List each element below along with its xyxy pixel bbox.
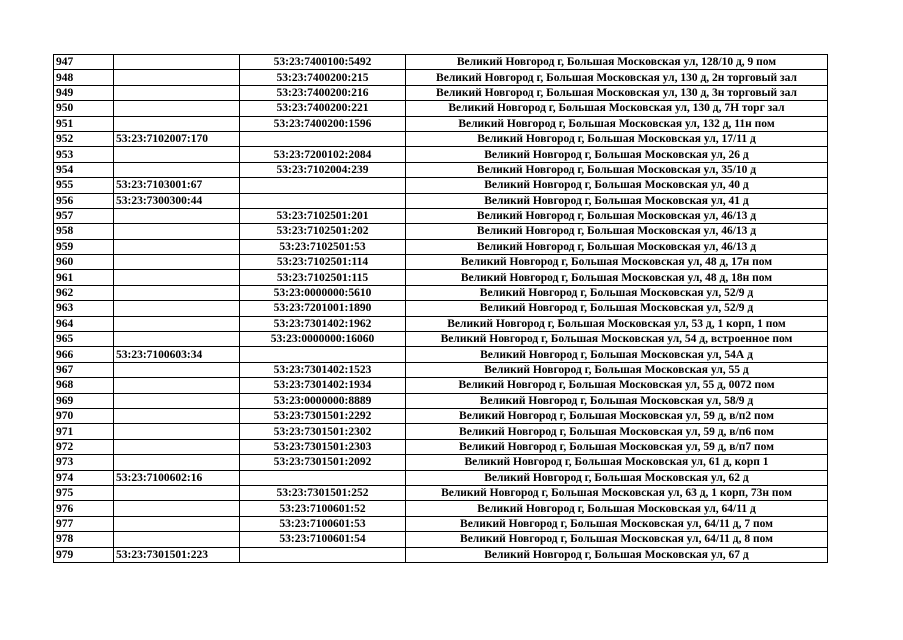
row-number-cell: 969	[54, 393, 114, 408]
row-number-cell: 954	[54, 162, 114, 177]
premises-cadastral-number-cell: 53:23:7102501:201	[240, 208, 406, 223]
cadastral-number-cell	[114, 239, 240, 254]
address-cell: Великий Новгород г, Большая Московская ул, 59 д, в/п2 пом	[406, 408, 828, 423]
premises-cadastral-number-cell	[240, 193, 406, 208]
address-cell: Великий Новгород г, Большая Московская ул, 55 д	[406, 362, 828, 377]
cadastral-number-cell	[114, 408, 240, 423]
table-row	[54, 285, 828, 300]
table-row	[54, 316, 828, 331]
premises-cadastral-number-cell: 53:23:7301501:252	[240, 485, 406, 500]
row-number-cell: 962	[54, 285, 114, 300]
cadastral-number-cell	[114, 516, 240, 531]
address-cell: Великий Новгород г, Большая Московская ул, 132 д, 11н пом	[406, 116, 828, 131]
cadastral-number-cell	[114, 101, 240, 116]
premises-cadastral-number-cell: 53:23:7201001:1890	[240, 301, 406, 316]
table-row	[54, 193, 828, 208]
row-number-cell: 971	[54, 424, 114, 439]
address-cell: Великий Новгород г, Большая Московская ул, 53 д, 1 корп, 1 пом	[406, 316, 828, 331]
row-number-cell: 965	[54, 332, 114, 347]
table-row	[54, 101, 828, 116]
address-cell: Великий Новгород г, Большая Московская ул, 40 д	[406, 178, 828, 193]
premises-cadastral-number-cell	[240, 131, 406, 146]
row-number-cell: 948	[54, 70, 114, 85]
table-row	[54, 347, 828, 362]
cadastral-number-cell	[114, 501, 240, 516]
row-number-cell: 976	[54, 501, 114, 516]
row-number-cell: 949	[54, 85, 114, 100]
address-cell: Великий Новгород г, Большая Московская ул, 128/10 д, 9 пом	[406, 55, 828, 70]
table-row	[54, 178, 828, 193]
cadastral-number-cell	[114, 378, 240, 393]
premises-cadastral-number-cell: 53:23:7301501:2292	[240, 408, 406, 423]
premises-cadastral-number-cell: 53:23:7102501:202	[240, 224, 406, 239]
table-row	[54, 255, 828, 270]
address-cell: Великий Новгород г, Большая Московская ул, 62 д	[406, 470, 828, 485]
premises-cadastral-number-cell: 53:23:7200102:2084	[240, 147, 406, 162]
table-row	[54, 532, 828, 547]
row-number-cell: 973	[54, 455, 114, 470]
premises-cadastral-number-cell: 53:23:7400200:1596	[240, 116, 406, 131]
cadastral-number-cell	[114, 208, 240, 223]
table-row	[54, 70, 828, 85]
table-row	[54, 147, 828, 162]
cadastral-number-cell	[114, 485, 240, 500]
table-row	[54, 208, 828, 223]
address-cell: Великий Новгород г, Большая Московская ул, 64/11 д, 7 пом	[406, 516, 828, 531]
cadastral-number-cell	[114, 301, 240, 316]
cadastral-number-cell	[114, 332, 240, 347]
row-number-cell: 963	[54, 301, 114, 316]
table-row	[54, 301, 828, 316]
premises-cadastral-number-cell: 53:23:7100601:52	[240, 501, 406, 516]
premises-cadastral-number-cell	[240, 347, 406, 362]
premises-cadastral-number-cell: 53:23:7301402:1523	[240, 362, 406, 377]
address-cell: Великий Новгород г, Большая Московская ул, 130 д, 3н торговый зал	[406, 85, 828, 100]
premises-cadastral-number-cell: 53:23:7102501:114	[240, 255, 406, 270]
premises-cadastral-number-cell: 53:23:7100601:53	[240, 516, 406, 531]
table-row	[54, 239, 828, 254]
cadastral-number-cell	[114, 316, 240, 331]
address-cell: Великий Новгород г, Большая Московская ул, 59 д, в/п7 пом	[406, 439, 828, 454]
row-number-cell: 968	[54, 378, 114, 393]
table-row	[54, 378, 828, 393]
address-cell: Великий Новгород г, Большая Московская ул, 46/13 д	[406, 224, 828, 239]
premises-cadastral-number-cell: 53:23:7301402:1962	[240, 316, 406, 331]
premises-cadastral-number-cell	[240, 178, 406, 193]
cadastral-number-cell: 53:23:7100602:16	[114, 470, 240, 485]
table-row	[54, 55, 828, 70]
registry-table-body	[54, 55, 828, 563]
premises-cadastral-number-cell: 53:23:7400200:216	[240, 85, 406, 100]
premises-cadastral-number-cell: 53:23:7102501:53	[240, 239, 406, 254]
table-row	[54, 270, 828, 285]
cadastral-number-cell: 53:23:7102007:170	[114, 131, 240, 146]
cadastral-number-cell	[114, 270, 240, 285]
cadastral-number-cell: 53:23:7300300:44	[114, 193, 240, 208]
address-cell: Великий Новгород г, Большая Московская ул, 63 д, 1 корп, 73н пом	[406, 485, 828, 500]
table-row	[54, 332, 828, 347]
premises-cadastral-number-cell: 53:23:7102501:115	[240, 270, 406, 285]
row-number-cell: 956	[54, 193, 114, 208]
table-row	[54, 501, 828, 516]
row-number-cell: 950	[54, 101, 114, 116]
table-row	[54, 162, 828, 177]
row-number-cell: 970	[54, 408, 114, 423]
premises-cadastral-number-cell: 53:23:7301501:2302	[240, 424, 406, 439]
cadastral-number-cell	[114, 162, 240, 177]
table-row	[54, 516, 828, 531]
row-number-cell: 952	[54, 131, 114, 146]
row-number-cell: 953	[54, 147, 114, 162]
row-number-cell: 975	[54, 485, 114, 500]
row-number-cell: 972	[54, 439, 114, 454]
cadastral-number-cell	[114, 393, 240, 408]
address-cell: Великий Новгород г, Большая Московская ул, 54 д, встроенное пом	[406, 332, 828, 347]
address-cell: Великий Новгород г, Большая Московская ул, 41 д	[406, 193, 828, 208]
address-cell: Великий Новгород г, Большая Московская ул, 64/11 д, 8 пом	[406, 532, 828, 547]
table-row	[54, 424, 828, 439]
cadastral-number-cell	[114, 424, 240, 439]
cadastral-number-cell	[114, 362, 240, 377]
row-number-cell: 974	[54, 470, 114, 485]
row-number-cell: 967	[54, 362, 114, 377]
property-registry-table	[53, 54, 828, 563]
row-number-cell: 961	[54, 270, 114, 285]
address-cell: Великий Новгород г, Большая Московская ул, 58/9 д	[406, 393, 828, 408]
row-number-cell: 947	[54, 55, 114, 70]
table-row	[54, 131, 828, 146]
cadastral-number-cell	[114, 532, 240, 547]
row-number-cell: 964	[54, 316, 114, 331]
address-cell: Великий Новгород г, Большая Московская ул, 54А д	[406, 347, 828, 362]
premises-cadastral-number-cell: 53:23:0000000:16060	[240, 332, 406, 347]
table-row	[54, 85, 828, 100]
table-row	[54, 116, 828, 131]
premises-cadastral-number-cell: 53:23:7400200:215	[240, 70, 406, 85]
cadastral-number-cell	[114, 285, 240, 300]
table-row	[54, 393, 828, 408]
premises-cadastral-number-cell: 53:23:0000000:5610	[240, 285, 406, 300]
table-row	[54, 439, 828, 454]
cadastral-number-cell: 53:23:7103001:67	[114, 178, 240, 193]
table-row	[54, 408, 828, 423]
cadastral-number-cell	[114, 55, 240, 70]
row-number-cell: 960	[54, 255, 114, 270]
address-cell: Великий Новгород г, Большая Московская ул, 55 д, 0072 пом	[406, 378, 828, 393]
address-cell: Великий Новгород г, Большая Московская ул, 59 д, в/п6 пом	[406, 424, 828, 439]
cadastral-number-cell	[114, 455, 240, 470]
row-number-cell: 979	[54, 547, 114, 562]
address-cell: Великий Новгород г, Большая Московская ул, 26 д	[406, 147, 828, 162]
table-row	[54, 224, 828, 239]
cadastral-number-cell	[114, 70, 240, 85]
row-number-cell: 951	[54, 116, 114, 131]
address-cell: Великий Новгород г, Большая Московская ул, 17/11 д	[406, 131, 828, 146]
table-row	[54, 455, 828, 470]
address-cell: Великий Новгород г, Большая Московская ул, 61 д, корп 1	[406, 455, 828, 470]
address-cell: Великий Новгород г, Большая Московская ул, 67 д	[406, 547, 828, 562]
cadastral-number-cell	[114, 224, 240, 239]
premises-cadastral-number-cell: 53:23:7400100:5492	[240, 55, 406, 70]
row-number-cell: 959	[54, 239, 114, 254]
cadastral-number-cell	[114, 147, 240, 162]
premises-cadastral-number-cell: 53:23:7301501:2303	[240, 439, 406, 454]
premises-cadastral-number-cell	[240, 470, 406, 485]
cadastral-number-cell: 53:23:7301501:223	[114, 547, 240, 562]
premises-cadastral-number-cell	[240, 547, 406, 562]
cadastral-number-cell	[114, 439, 240, 454]
premises-cadastral-number-cell: 53:23:7400200:221	[240, 101, 406, 116]
table-row	[54, 362, 828, 377]
row-number-cell: 966	[54, 347, 114, 362]
cadastral-number-cell	[114, 255, 240, 270]
row-number-cell: 957	[54, 208, 114, 223]
row-number-cell: 977	[54, 516, 114, 531]
address-cell: Великий Новгород г, Большая Московская ул, 52/9 д	[406, 285, 828, 300]
address-cell: Великий Новгород г, Большая Московская ул, 64/11 д	[406, 501, 828, 516]
premises-cadastral-number-cell: 53:23:7301501:2092	[240, 455, 406, 470]
row-number-cell: 958	[54, 224, 114, 239]
cadastral-number-cell: 53:23:7100603:34	[114, 347, 240, 362]
address-cell: Великий Новгород г, Большая Московская ул, 130 д, 2н торговый зал	[406, 70, 828, 85]
address-cell: Великий Новгород г, Большая Московская ул, 48 д, 17н пом	[406, 255, 828, 270]
premises-cadastral-number-cell: 53:23:7102004:239	[240, 162, 406, 177]
table-row	[54, 470, 828, 485]
premises-cadastral-number-cell: 53:23:7301402:1934	[240, 378, 406, 393]
address-cell: Великий Новгород г, Большая Московская ул, 46/13 д	[406, 208, 828, 223]
document-page	[53, 54, 827, 563]
table-row	[54, 547, 828, 562]
cadastral-number-cell	[114, 116, 240, 131]
address-cell: Великий Новгород г, Большая Московская ул, 46/13 д	[406, 239, 828, 254]
table-row	[54, 485, 828, 500]
premises-cadastral-number-cell: 53:23:7100601:54	[240, 532, 406, 547]
premises-cadastral-number-cell: 53:23:0000000:8889	[240, 393, 406, 408]
row-number-cell: 955	[54, 178, 114, 193]
address-cell: Великий Новгород г, Большая Московская ул, 130 д, 7Н торг зал	[406, 101, 828, 116]
address-cell: Великий Новгород г, Большая Московская ул, 52/9 д	[406, 301, 828, 316]
row-number-cell: 978	[54, 532, 114, 547]
address-cell: Великий Новгород г, Большая Московская ул, 48 д, 18н пом	[406, 270, 828, 285]
cadastral-number-cell	[114, 85, 240, 100]
address-cell: Великий Новгород г, Большая Московская ул, 35/10 д	[406, 162, 828, 177]
